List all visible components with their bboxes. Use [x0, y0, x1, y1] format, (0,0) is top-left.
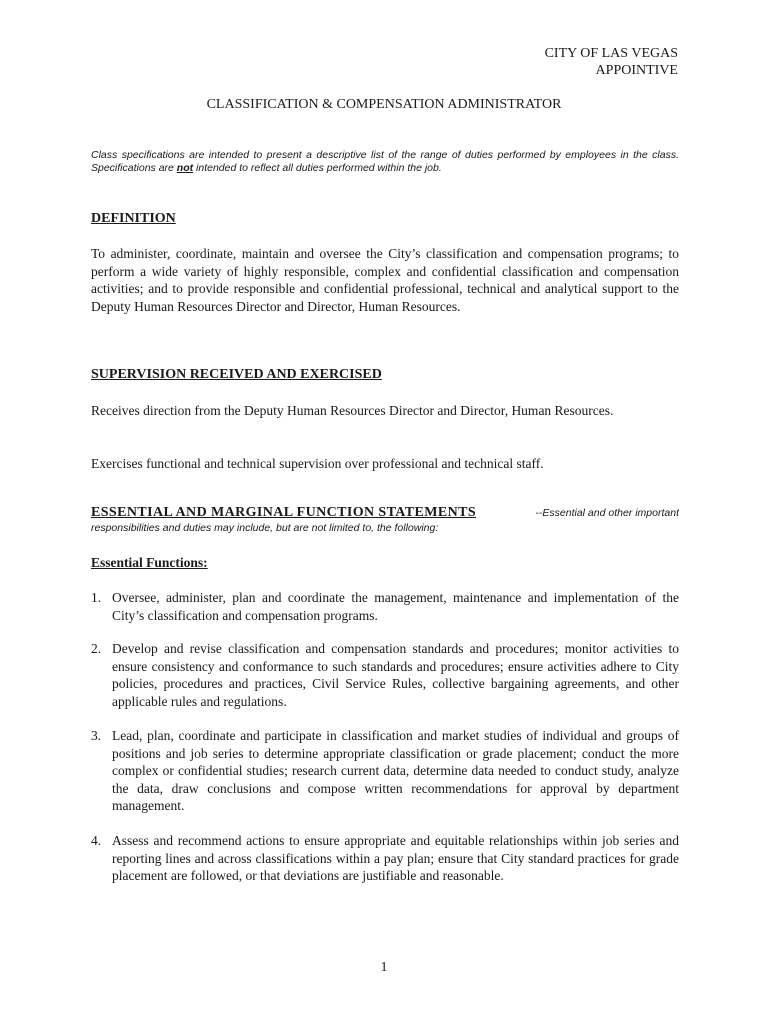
function-statements-heading: ESSENTIAL AND MARGINAL FUNCTION STATEMENTS: [91, 505, 477, 520]
note-text-2: intended to reflect all duties performed within the job.: [193, 162, 442, 174]
position-type: APPOINTIVE: [595, 63, 678, 78]
note-text-1: Class specifications are intended to present a descriptive list of the range of duties performed by employees in the class. Specifications are: [91, 149, 679, 174]
list-item: [91, 640, 679, 710]
list-item-number: 4.: [91, 833, 102, 848]
list-item-text: Oversee, administer, plan and coordinate the management, maintenance and implementation of the City’s classification and compensation programs.: [112, 590, 679, 623]
document-title: CLASSIFICATION & COMPENSATION ADMINISTRATOR: [206, 97, 562, 112]
list-item: [91, 589, 679, 624]
org-name: CITY OF LAS VEGAS: [544, 46, 678, 61]
function-statements-note-2: responsibilities and duties may include, but are not limited to, the following:: [91, 522, 439, 534]
supervision-heading: SUPERVISION RECEIVED AND EXERCISED: [91, 367, 382, 382]
list-item: [91, 832, 679, 885]
list-item-number: 1.: [91, 590, 102, 605]
note-emphasis: not: [176, 162, 194, 174]
definition-text: To administer, coordinate, maintain and oversee the City’s classification and compensation programs; to perform a wide variety of highly responsible, complex and confidential classification and compensation activities; and to provide responsible and confidential professional, technical and analytical support to the Deputy Human Resources Director and Director, Human Resources.: [91, 246, 679, 314]
document-header: [545, 45, 678, 79]
definition-heading: DEFINITION: [91, 211, 176, 226]
list-item-text: Develop and revise classification and compensation standards and procedures; monitor activities to ensure consistency and conformance to such standards and procedures; ensure activities adhere to City policies, procedures and practices, Civil Service Rules, collective bargaining agreements, and other applicable rules and regulations.: [112, 641, 679, 709]
list-item-number: 3.: [91, 728, 102, 743]
list-item: [91, 727, 679, 815]
supervision-received-text: Receives direction from the Deputy Human Resources Director and Director, Human Resources.: [91, 403, 614, 418]
list-item-text: Lead, plan, coordinate and participate in classification and market studies of individual and groups of positions and job series to determine appropriate classification or grade placement; conduct the more complex or confidential studies; research current data, determine data needed to conduct study, analyze the data, draw conclusions and compose written recommendations for approval by department management.: [112, 728, 679, 814]
function-statements-note-1: --Essential and other important: [535, 507, 679, 519]
page-number: 1: [380, 960, 388, 975]
essential-functions-heading: Essential Functions:: [91, 555, 208, 570]
list-item-text: Assess and recommend actions to ensure appropriate and equitable relationships within job series and reporting lines and across classifications within a pay plan; ensure that City standard practices for grade placement are followed, or that deviations are justifiable and reasonable.: [112, 833, 679, 884]
supervision-exercised-text: Exercises functional and technical supervision over professional and technical staff.: [91, 456, 544, 471]
class-spec-note: [91, 149, 679, 175]
list-item-number: 2.: [91, 641, 102, 656]
function-statements-section: [91, 505, 679, 534]
